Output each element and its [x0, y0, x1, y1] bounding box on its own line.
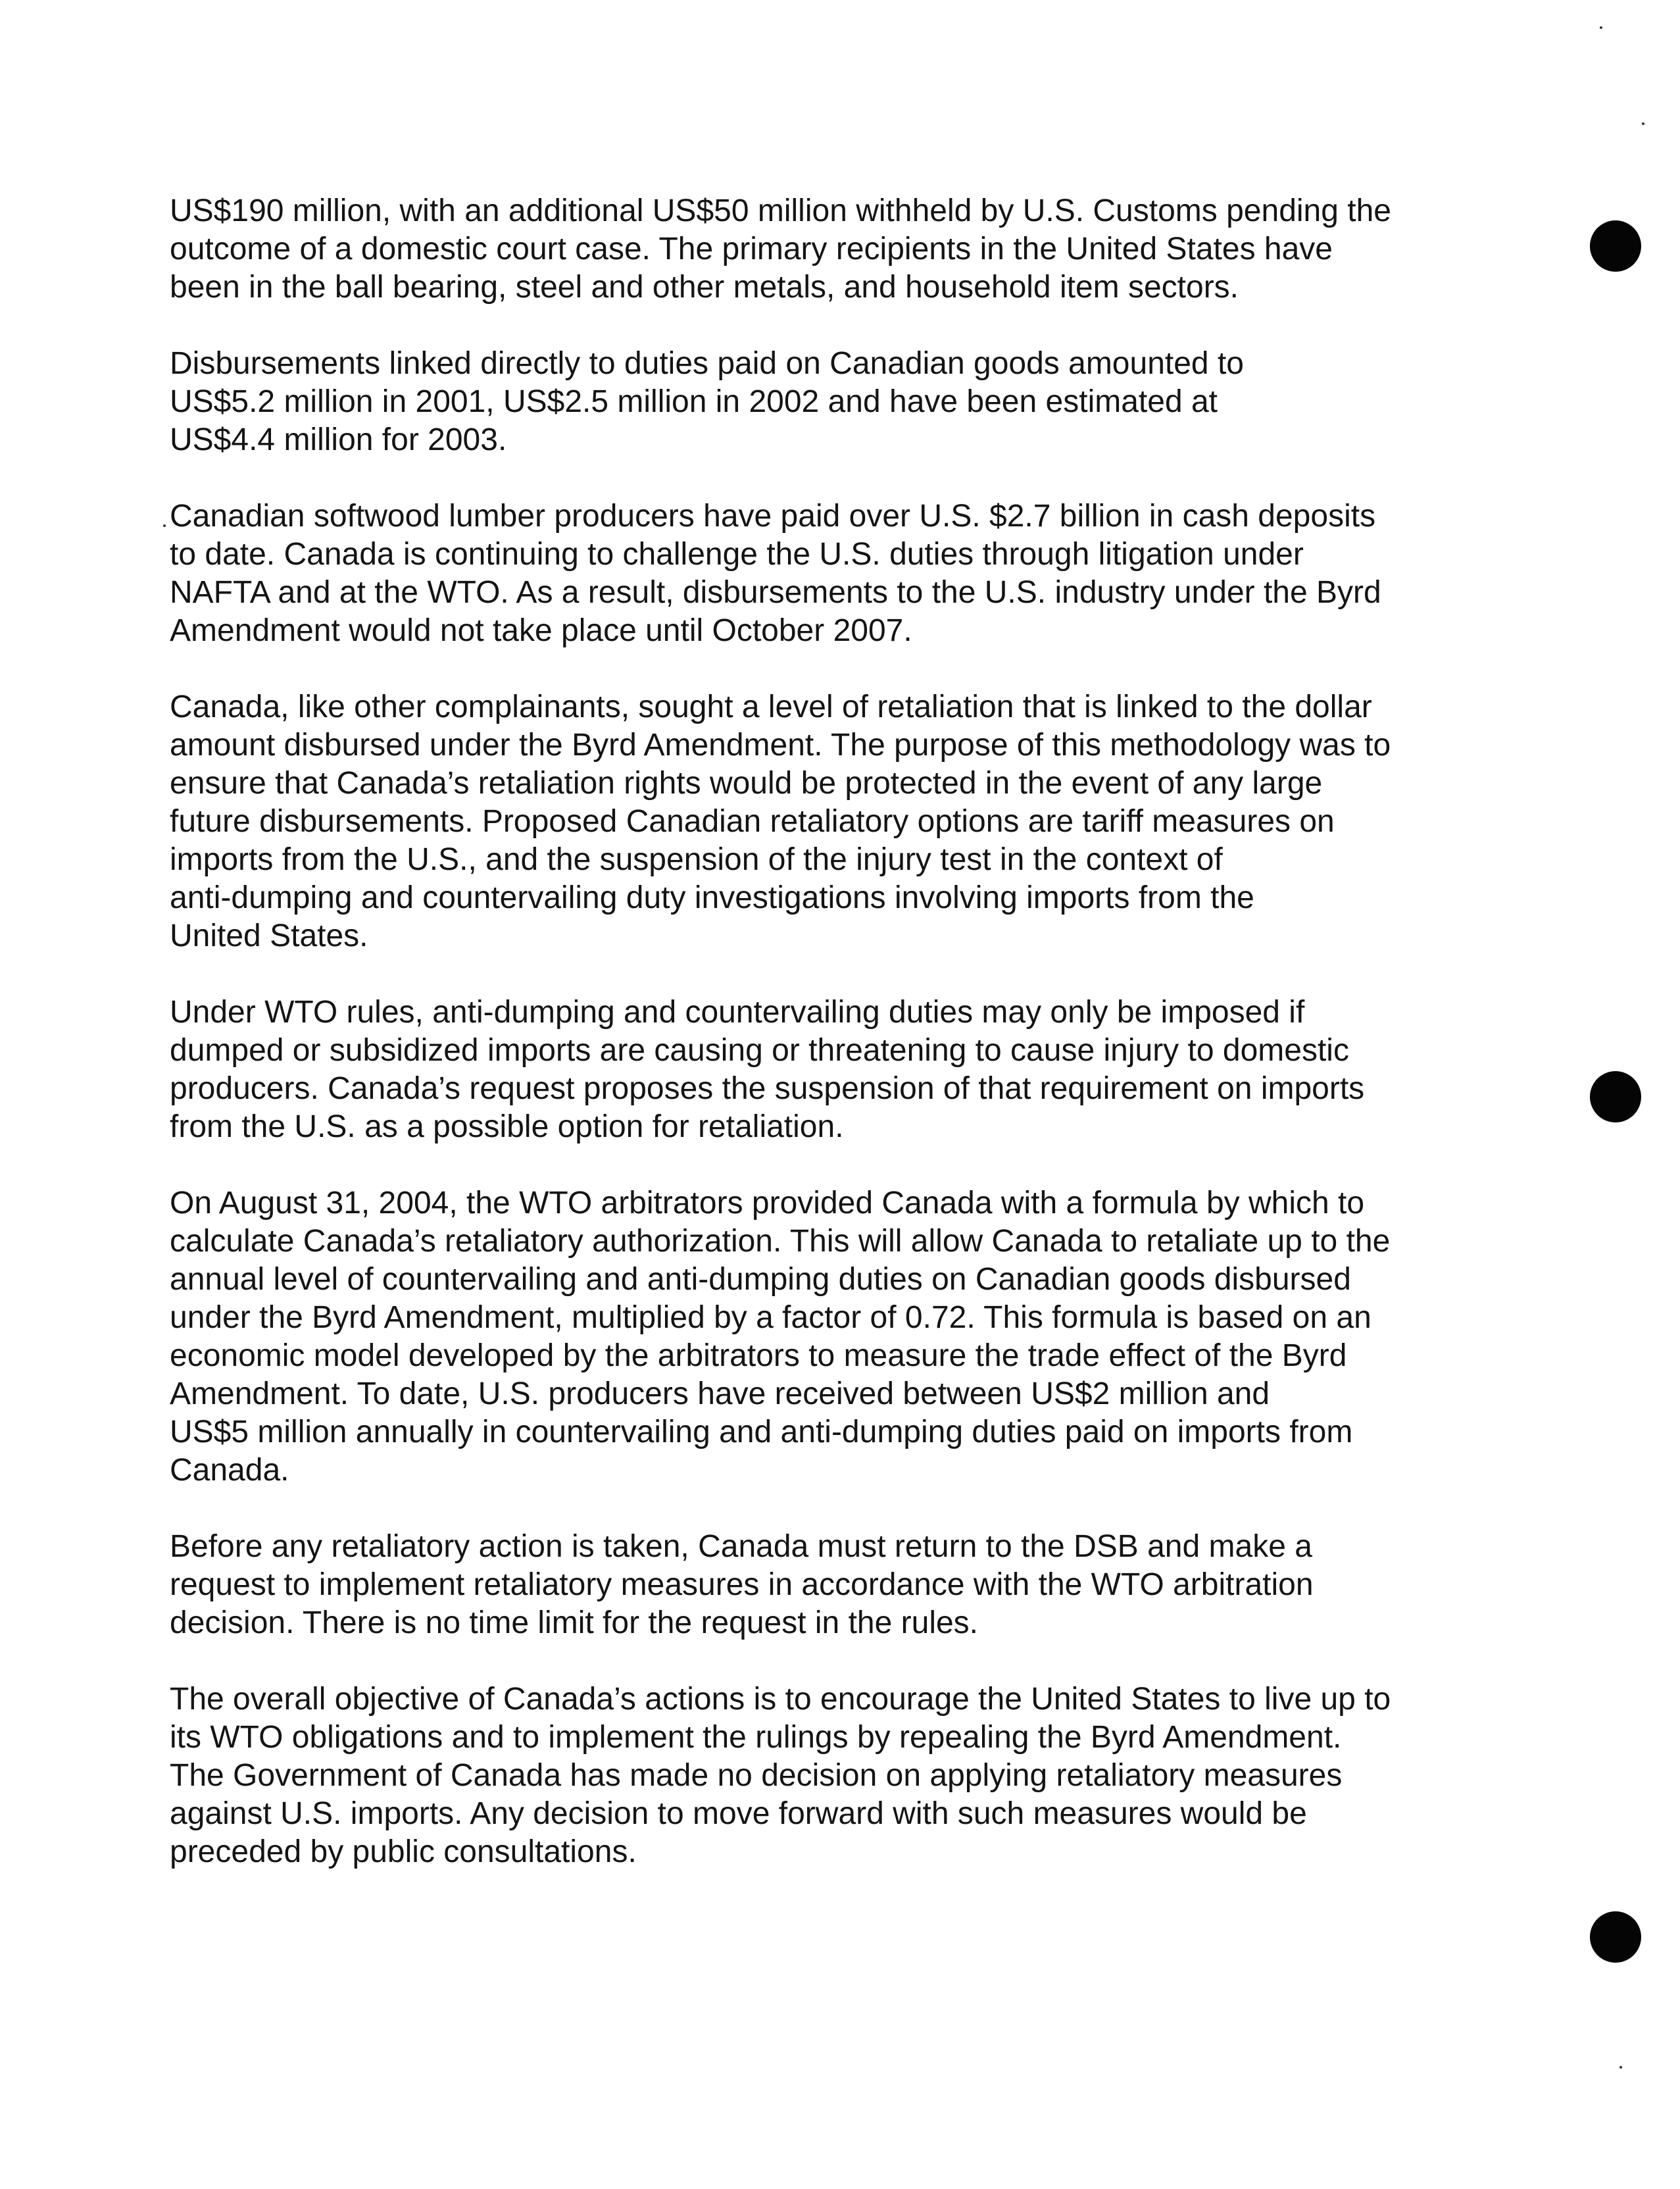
- text-line: been in the ball bearing, steel and other metals, and household item sectors.: [170, 270, 1239, 305]
- text-line: from the U.S. as a possible option for retaliation.: [170, 1109, 844, 1144]
- text-line: annual level of countervailing and anti-dumping duties on Canadian goods disbursed: [170, 1262, 1351, 1297]
- text-line: United States.: [170, 918, 368, 953]
- paragraph-softwood-lumber: [170, 497, 1525, 650]
- text-line: The overall objective of Canada’s actions is to encourage the United States to live up to: [170, 1682, 1391, 1717]
- text-line: Canada, like other complainants, sought a level of retaliation that is linked to the dollar: [170, 690, 1372, 724]
- text-line: Amendment. To date, U.S. producers have received between US$2 million and: [170, 1376, 1270, 1411]
- text-line: On August 31, 2004, the WTO arbitrators provided Canada with a formula by which to: [170, 1186, 1365, 1220]
- text-line: dumped or subsidized imports are causing or threatening to cause injury to domestic: [170, 1033, 1349, 1068]
- text-line: under the Byrd Amendment, multiplied by a factor of 0.72. This formula is based on an: [170, 1300, 1371, 1335]
- text-line: US$5 million annually in countervailing and anti-dumping duties paid on imports from: [170, 1415, 1353, 1449]
- scan-speck: [1619, 2066, 1622, 2069]
- text-line: producers. Canada’s request proposes the suspension of that requirement on imports: [170, 1071, 1365, 1106]
- text-line: Canadian softwood lumber producers have paid over U.S. $2.7 billion in cash deposits: [170, 499, 1376, 534]
- text-line: The Government of Canada has made no decision on applying retaliatory measures: [170, 1758, 1343, 1793]
- text-line: its WTO obligations and to implement the rulings by repealing the Byrd Amendment.: [170, 1720, 1342, 1755]
- text-line: Under WTO rules, anti-dumping and countervailing duties may only be imposed if: [170, 995, 1305, 1030]
- text-line: imports from the U.S., and the suspension of the injury test in the context of: [170, 842, 1223, 877]
- text-line: request to implement retaliatory measures in accordance with the WTO arbitration: [170, 1567, 1314, 1602]
- text-line: to date. Canada is continuing to challenge the U.S. duties through litigation under: [170, 537, 1304, 572]
- scan-speck: [1600, 26, 1602, 29]
- text-line: calculate Canada’s retaliatory authorization. This will allow Canada to retaliate up to the: [170, 1224, 1391, 1259]
- scan-speck: [1642, 122, 1644, 125]
- punch-hole-middle: [1590, 1071, 1641, 1122]
- paragraph-arbitration-formula: [170, 1184, 1525, 1490]
- text-line: Canada.: [170, 1453, 289, 1488]
- text-line: Disbursements linked directly to duties paid on Canadian goods amounted to: [170, 346, 1244, 381]
- text-line: decision. There is no time limit for the request in the rules.: [170, 1605, 979, 1640]
- text-line: future disbursements. Proposed Canadian retaliatory options are tariff measures on: [170, 804, 1335, 839]
- text-line: ensure that Canada’s retaliation rights would be protected in the event of any large: [170, 766, 1323, 801]
- paragraph-dsb-request: [170, 1528, 1525, 1642]
- scan-speck: [163, 524, 166, 527]
- text-line: Amendment would not take place until October 2007.: [170, 613, 912, 648]
- text-line: US$4.4 million for 2003.: [170, 422, 507, 457]
- punch-hole-bottom: [1590, 1911, 1641, 1963]
- paragraph-overall-objective: [170, 1680, 1525, 1871]
- text-line: US$5.2 million in 2001, US$2.5 million in 2002 and have been estimated at: [170, 384, 1218, 419]
- text-line: preceded by public consultations.: [170, 1834, 637, 1869]
- document-body: [170, 192, 1525, 1909]
- text-line: against U.S. imports. Any decision to move forward with such measures would be: [170, 1796, 1307, 1831]
- paragraph-wto-rules: [170, 994, 1525, 1146]
- text-line: anti-dumping and countervailing duty investigations involving imports from the: [170, 880, 1254, 915]
- text-line: US$190 million, with an additional US$50 million withheld by U.S. Customs pending the: [170, 193, 1391, 228]
- text-line: Before any retaliatory action is taken, Canada must return to the DSB and make a: [170, 1529, 1312, 1564]
- paragraph-retaliation-level: [170, 688, 1525, 955]
- paragraph-canadian-goods-disbursements: [170, 345, 1525, 459]
- text-line: economic model developed by the arbitrators to measure the trade effect of the Byrd: [170, 1338, 1347, 1373]
- text-line: NAFTA and at the WTO. As a result, disbursements to the U.S. industry under the Byrd: [170, 575, 1381, 610]
- text-line: outcome of a domestic court case. The primary recipients in the United States have: [170, 232, 1333, 266]
- punch-hole-top: [1590, 220, 1641, 272]
- text-line: amount disbursed under the Byrd Amendment. The purpose of this methodology was to: [170, 728, 1391, 763]
- paragraph-byrd-disbursements: [170, 192, 1525, 307]
